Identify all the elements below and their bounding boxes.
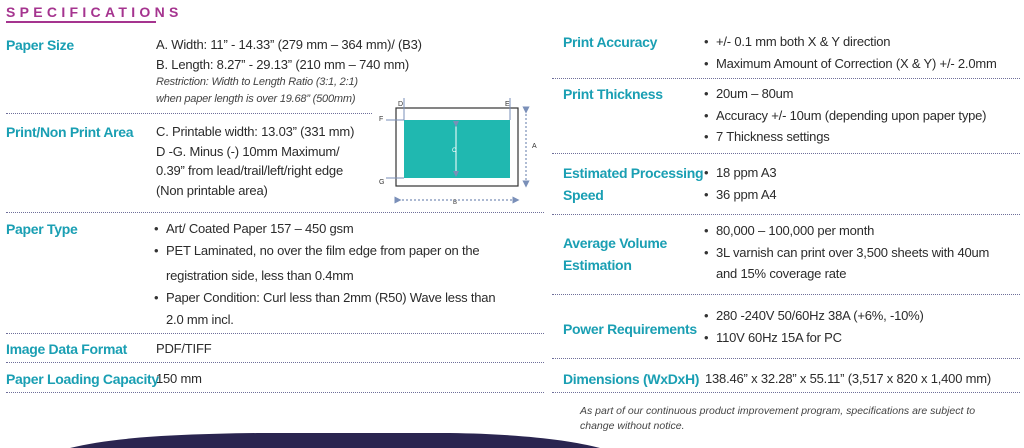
print-thickness-label: Print Thickness (563, 86, 663, 102)
separator (552, 294, 1020, 295)
paper-type-list (154, 218, 479, 261)
restriction-line-2: when paper length is over 19.68” (500mm) (156, 93, 356, 105)
power-label: Power Requirements (563, 321, 697, 337)
processing-speed-label (563, 162, 703, 206)
list-item: • 280 -240V 50/60Hz 38A (+6%, -10%) (704, 305, 924, 327)
separator (552, 78, 1020, 79)
loading-capacity-label: Paper Loading Capacity (6, 371, 159, 387)
non-print-margin: D -G. Minus (-) 10mm Maximum/ (156, 143, 340, 159)
paper-type-continuation: registration side, less than 0.4mm (166, 268, 354, 283)
printable-width: C. Printable width: 13.03” (331 mm) (156, 124, 355, 139)
diagram-label-a: A (532, 143, 537, 150)
paper-condition-continuation: 2.0 mm incl. (166, 312, 234, 327)
diagram-label-b: B (453, 200, 458, 206)
separator (6, 113, 372, 114)
print-accuracy-list (704, 31, 997, 74)
non-print-note: (Non printable area) (156, 182, 268, 198)
diagram-label-g: G (379, 179, 385, 186)
volume-label (563, 232, 667, 276)
list-item: • Accuracy +/- 10um (depending upon paper type) (704, 105, 986, 127)
processing-speed-list (704, 162, 776, 205)
dimensions-label: Dimensions (WxDxH) (563, 371, 700, 387)
separator (552, 153, 1020, 154)
list-item: • Paper Condition: Curl less than 2mm (R50) Wave less than (154, 287, 495, 309)
list-item: • +/- 0.1 mm both X & Y direction (704, 31, 997, 53)
list-item: • 18 ppm A3 (704, 162, 776, 184)
volume-label-line-1: Average Volume (563, 235, 667, 251)
diagram-label-d: D (398, 101, 404, 108)
list-item: • 80,000 – 100,000 per month (704, 220, 989, 242)
volume-list (704, 220, 989, 263)
separator (6, 362, 544, 363)
processing-speed-label-line-2: Speed (563, 187, 604, 203)
loading-capacity-value: 150 mm (156, 371, 202, 386)
list-item: • 3L varnish can print over 3,500 sheets with 40um (704, 242, 989, 264)
heading-underline (6, 21, 156, 23)
print-area-values (156, 122, 354, 200)
list-item: • 110V 60Hz 15A for PC (704, 327, 924, 349)
print-area-label: Print/Non Print Area (6, 124, 134, 140)
restriction-line-1: Restriction: Width to Length Ratio (3:1, 2:1) (156, 76, 358, 88)
print-area-diagram (376, 94, 544, 212)
diagram-label-f: F (379, 116, 384, 123)
paper-width: A. Width: 11” - 14.33” (279 mm – 364 mm)/ (B3) (156, 37, 422, 52)
paper-size-label: Paper Size (6, 37, 74, 53)
processing-speed-label-line-1: Estimated Processing (563, 165, 704, 181)
separator (552, 358, 1020, 359)
paper-condition-list (154, 287, 495, 309)
list-item: • 7 Thickness settings (704, 126, 986, 148)
list-item: • Art/ Coated Paper 157 – 450 gsm (154, 218, 479, 240)
list-item: • PET Laminated, no over the film edge from paper on the (154, 240, 479, 262)
print-thickness-list (704, 83, 986, 148)
dimensions-value: 138.46” x 32.28” x 55.11” (3,517 x 820 x 1,400 mm) (705, 371, 992, 386)
printable-region (404, 120, 510, 178)
image-format-label: Image Data Format (6, 341, 127, 357)
print-accuracy-label: Print Accuracy (563, 34, 658, 50)
separator (552, 214, 1020, 215)
paper-length: B. Length: 8.27” - 29.13” (210 mm – 740 mm) (156, 56, 409, 72)
disclaimer-note: As part of our continuous product improvement program, specifications are subject to change without notice. (580, 405, 976, 432)
image-format-value: PDF/TIFF (156, 341, 212, 356)
volume-continuation: and 15% coverage rate (716, 266, 847, 281)
separator (6, 392, 544, 393)
diagram-label-e: E (505, 101, 510, 108)
power-list (704, 305, 924, 348)
separator (552, 392, 1020, 393)
decorative-wave (0, 424, 1024, 448)
paper-type-label: Paper Type (6, 221, 78, 237)
list-item: • Maximum Amount of Correction (X & Y) +/- 2.0mm (704, 53, 997, 75)
list-item: • 36 ppm A4 (704, 184, 776, 206)
separator (6, 212, 544, 213)
separator (6, 333, 544, 334)
volume-label-line-2: Estimation (563, 257, 632, 273)
non-print-edges: 0.39” from lead/trail/left/right edge (156, 163, 343, 178)
diagram-label-c: C (452, 148, 457, 154)
specifications-heading: SPECIFICATIONS (6, 4, 183, 20)
list-item: • 20um – 80um (704, 83, 986, 105)
